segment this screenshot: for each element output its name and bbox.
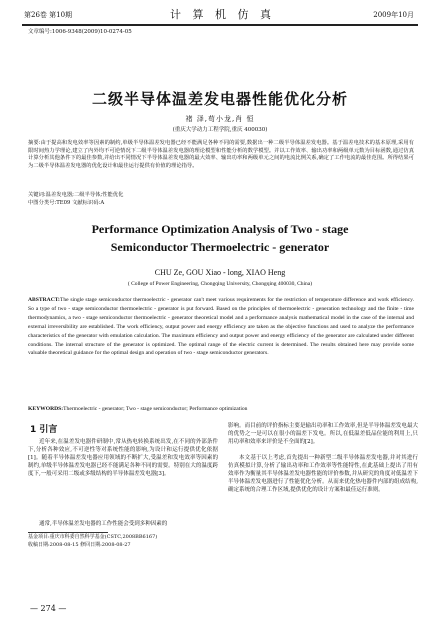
affiliation-en: ( College of Power Engineering, Chongqing University, Chongqing 400030, China) bbox=[127, 281, 313, 287]
article-number: 文章编号:1006-9348(2009)10-0274-05 bbox=[28, 29, 132, 35]
intro-left-para1: 近年来,在温差发电器件研制中,常从热电转换系统出发,在不同的外部条件下,分析各种效应,不可逆性等对系统性能的影响,为设计和运行提供优化依据[1]。随着半导体温差发电器应用领域的不断扩大,受温差和发电效率等因素的制约,单级半导体温差发电器已经不能满足各种不同的需要。特别在大的温度跨度下,一般可采用二级或多级结构的半导体温差发电器[3]。 bbox=[28, 439, 218, 478]
header-rule bbox=[22, 24, 418, 26]
footnote-fund: 基金项目:重庆市科委自然科学基金(CSTC,2008BB6167) bbox=[28, 534, 158, 540]
keywords-en bbox=[28, 406, 414, 414]
keywords-en-text: Thermoelectric - generator; Two - stage semiconductor; Performance optimization bbox=[63, 406, 248, 412]
abstract-en bbox=[28, 296, 414, 358]
intro-right-para2: 本文基于以上考虑,首先提出一种新型二级半导体温差发电器,并对其进行仿真模拟计算,分析了输出功率和工作效率等性能特性,在此基础上提出了用有效率作为衡量其半导体温差发电器性能的评价参数,并从研究的角度对低温差下半导体温差发电器进行了性能优化分析。从而来优化热电器件内部的组成结构,确定系统的合理工作区域,提供优化的设计方案和最佳运行准则。 bbox=[228, 455, 418, 494]
intro-right-para1: 影响。而目前的评价指标主要是输出功率和工作效率,但是半导体温差发电最大的优势之一是可以在很小的温差下发电。所以,在低温差低品位能的利用上,只用功率和效率来评价是不全面的[2]。 bbox=[228, 423, 418, 446]
header-volume: 第26卷 第10期 bbox=[24, 11, 73, 19]
keywords-en-label: KEYWORDS: bbox=[28, 406, 64, 412]
affiliation-cn: (重庆大学动力工程学院,重庆 400030) bbox=[172, 127, 268, 133]
title-en-line1: Performance Optimization Analysis of Two - stage bbox=[91, 222, 349, 236]
running-header bbox=[0, 4, 440, 22]
authors-en: CHU Ze, GOU Xiao - long, XIAO Heng bbox=[154, 268, 286, 277]
keywords-cn: 关键词:温差发电器;二级半导体;性能优化 bbox=[28, 192, 124, 198]
authors-cn: 褚 泽,苟小龙,肖 恒 bbox=[185, 115, 255, 123]
header-date: 2009年10月 bbox=[373, 11, 414, 19]
section-1-title: 1 引言 bbox=[30, 425, 58, 435]
intro-left-para2: 通常,半导体温差发电器的工作性能会受到多种因素的 bbox=[39, 521, 168, 527]
page-number: — 274 — bbox=[30, 604, 67, 613]
footnote-dates: 收稿日期:2008-08-15 修回日期:2008-08-27 bbox=[28, 542, 131, 548]
header-journal: 计 算 机 仿 真 bbox=[170, 8, 275, 21]
abstract-en-label: ABSTRACT: bbox=[28, 297, 60, 303]
title-en-line2: Semiconductor Thermoelectric - generator bbox=[110, 240, 330, 254]
title-cn: 二级半导体温差发电器性能优化分析 bbox=[91, 90, 348, 108]
abstract-en-text: The single stage semiconductor thermoelectric - generator can't meet various requirements for the restriction of temperature difference and work efficiency. So a type of two - stage semiconductor thermoelectric - generator is put forward. Based on the principles of thermoelectric - generation technology and the finite - time thermodynamics, a two - stage semiconductor thermoelectric - generator theoretical model and a performance analysis mathematical model in the case of the internal and external irreversibility are established. The work efficiency, output power and energy efficiency are taken as the objective functions and used to analyze the performance characteristics of the generator with emulation calculation. The maximum efficiency and output power and energy efficiency of the generator are calculated under different conditions. The internal structure of the generator is optimized. The optimal range of the electric current is determined. The results obtained here may provide some valuable theoretical guidance for the optimal design and operation of two - stage semiconductor generators. bbox=[28, 297, 414, 357]
abstract-cn: 摘要:由于提高和发电效率等因素的制约,单级半导体温差发电器已经不能满足各种不同的需要,数据出一种二级半导体温差发电器。基于温差电技术的基本原理,采用有限时间热力学理论,建立了内外均不可逆情况下二级半导体温差发电器的理论模型和性能分析的数学模型。并以工作效率、输出功率和两级单元数为目标函数,通过仿真计算分析其他条件下的最佳参数,并给出不同情况下半导体温差发电器的最大效率、输出功率和两级单元之间的电流比例关系,确定了工作电流的最佳范围。所得结果可为二级半导体温差发电器的优化设计和最佳运行提供有价值的理论指导。 bbox=[28, 140, 414, 169]
classification-cn: 中图分类号:TE09 文献标识码:A bbox=[28, 200, 105, 206]
footnote-rule bbox=[28, 532, 108, 533]
